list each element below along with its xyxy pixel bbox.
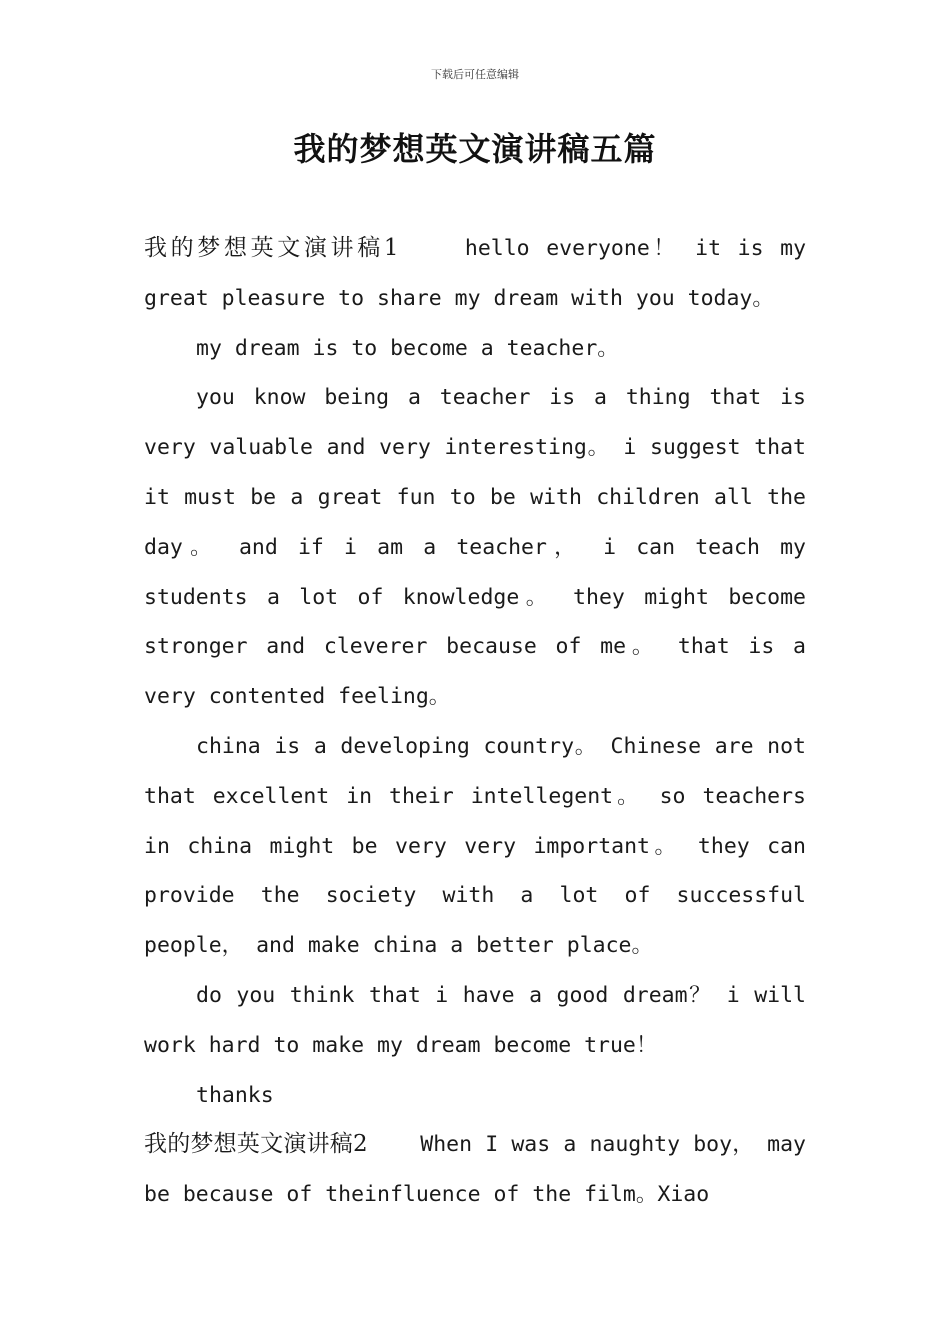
paragraph: you know being a teacher is a thing that is very valuable and very interesting。 i suggest that it must be a great fun to be with children all the day。 and if i am a teacher， i can teach my students a lot of knowledge。 they might become stronger and cleverer because of me。 that is a very contented feeling。 bbox=[144, 385, 806, 710]
paragraph: china is a developing country。 Chinese are not that excellent in their intellegent。 so teachers in china might be very very important。 they can provide the society with a lot of successful people， and make china a better place。 bbox=[144, 733, 806, 959]
paragraph: thanks bbox=[196, 1082, 274, 1108]
paragraph-text: When I was a naughty boy， may be because of theinfluence of the film。Xiao bbox=[144, 1132, 806, 1208]
document-body bbox=[144, 224, 806, 1220]
document-title: 我的梦想英文演讲稿五篇 bbox=[293, 130, 657, 168]
section-2-first-paragraph bbox=[144, 1120, 806, 1220]
section-heading-1: 我的梦想英文演讲稿1 bbox=[144, 235, 399, 261]
paragraph-text: hello everyone！ it is my great pleasure to share my dream with you today。 bbox=[144, 236, 807, 311]
paragraph: do you think that i have a good dream？ i will work hard to make my dream become true！ bbox=[144, 982, 806, 1058]
paragraph: my dream is to become a teacher。 bbox=[196, 335, 619, 361]
header-note: 下载后可任意编辑 bbox=[431, 68, 519, 81]
section-1-first-paragraph bbox=[144, 224, 806, 324]
section-heading-2: 我的梦想英文演讲稿2 bbox=[144, 1131, 368, 1158]
